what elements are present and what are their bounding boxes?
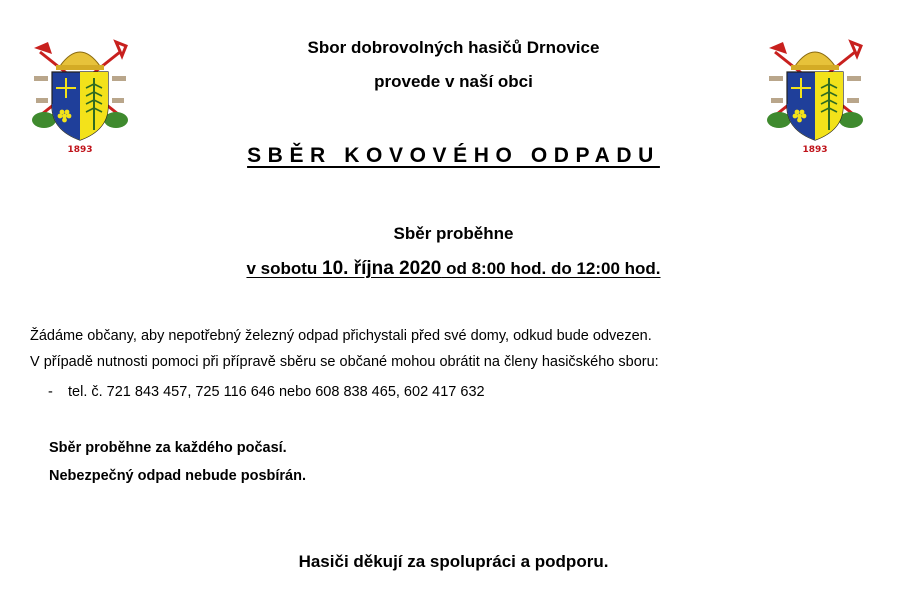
list-bullet: -	[48, 384, 53, 400]
schedule-prefix: v sobotu	[246, 259, 323, 278]
note-hazardous-waste: Nebezpečný odpad nebude posbírán.	[49, 468, 307, 484]
document-title: SBĚR KOVOVÉHO ODPADU	[247, 144, 660, 167]
emblem-year: 1893	[67, 145, 93, 155]
schedule-datetime	[0, 258, 907, 280]
subtitle: provede v naší obci	[374, 72, 533, 91]
schedule-heading: Sběr proběhne	[393, 224, 514, 243]
schedule-date: 10. října 2020	[322, 258, 442, 279]
note-weather: Sběr proběhne za každého počasí.	[49, 440, 287, 456]
body-paragraph-2: V případě nutnosti pomoci při přípravě sběru se občané mohou obrátit na členy hasičského sboru:	[30, 354, 659, 370]
contact-list-item	[48, 384, 485, 400]
organization-name: Sbor dobrovolných hasičů Drnovice	[307, 38, 600, 57]
contact-phones: tel. č. 721 843 457, 725 116 646 nebo 608 838 465, 602 417 632	[68, 384, 485, 400]
closing-thanks: Hasiči děkují za spolupráci a podporu.	[298, 552, 609, 571]
schedule-time: od 8:00 hod. do 12:00 hod.	[441, 259, 661, 278]
emblem-year: 1893	[802, 145, 828, 155]
body-paragraph-1: Žádáme občany, aby nepotřebný železný odpad přichystali před své domy, odkud bude odvezen.	[30, 328, 652, 344]
